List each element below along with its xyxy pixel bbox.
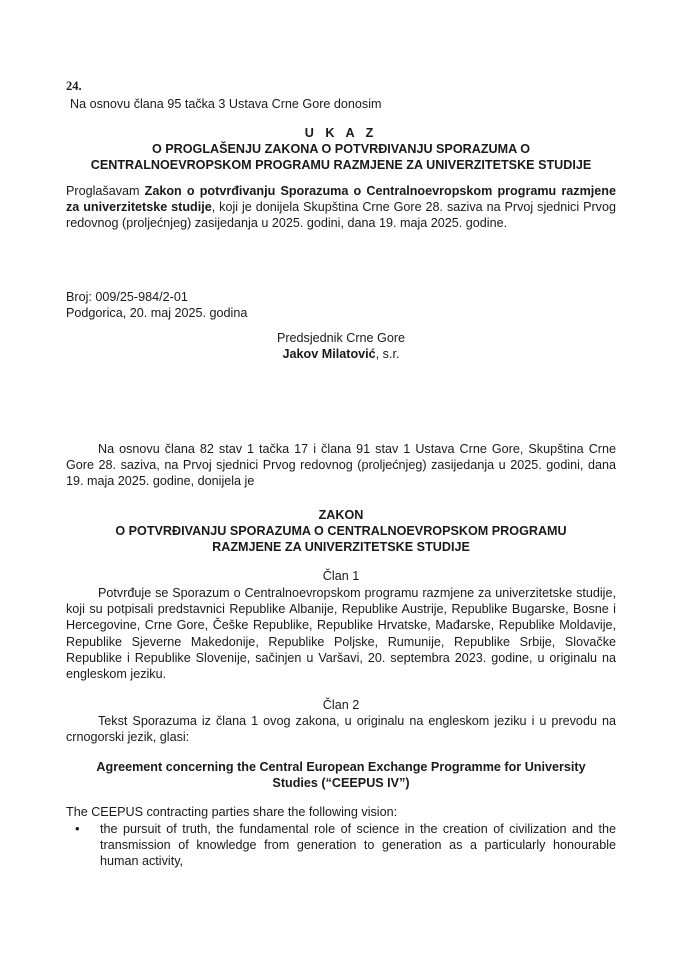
ukaz-body-prefix: Proglašavam: [66, 184, 145, 198]
broj: Broj: 009/25-984/2-01: [66, 290, 188, 304]
agreement-title-1: Agreement concerning the Central European Exchange Programme for University: [96, 760, 586, 774]
ukaz-body: [66, 183, 616, 232]
signature-role: Predsjednik Crne Gore: [276, 331, 406, 345]
agreement-title: [66, 759, 616, 791]
ukaz-body-suffix: , koji je donijela Skupština Crne Gore 28. saziva na Prvoj sjednici Prvog redovnog (proljećnjeg) zasijedanja u 2025. godini, dana 19. maja 2025. godine.: [66, 200, 616, 231]
zakon-preamble: [66, 441, 616, 490]
bullet-text: the pursuit of truth, the fundamental role of science in the creation of civilization and the transmission of knowledge from generation to generation as a particularly honourable human activity,: [100, 822, 616, 869]
article-2-text-content: Tekst Sporazuma iz člana 1 ovog zakona, u originalu na engleskom jeziku i u prevodu na crnogorski jezik, glasi:: [66, 714, 616, 745]
article-2-text: [66, 713, 616, 745]
document-meta: [66, 289, 616, 321]
signature-suffix: , s.r.: [375, 347, 400, 362]
article-2-heading: Član 2: [322, 698, 360, 712]
article-1-text-content: Potvrđuje se Sporazum o Centralnoevropskom programu razmjene za univerzitetske studije, koji su potpisali predstavnici Republike Albanije, Republike Austrije, Republike Bugarske, Bosne i Hercegovine, Crne Gore, Češke Republike, Republike Hrvatske, Mađarske, Republike Moldavije, Republike Sjeverne Makedonije, Republike Poljske, Rumunije, Republike Srbije, Slovačke Republike i Republike Slovenije, sačinjen u Varšavi, 20. septembra 2023. godine, u originalu na engleskom jeziku.: [66, 586, 616, 682]
list-item: [66, 821, 616, 870]
vision-intro: The CEEPUS contracting parties share the following vision:: [66, 805, 398, 819]
article-1-heading: Član 1: [322, 569, 360, 583]
agreement-title-2: Studies (“CEEPUS IV”): [272, 776, 410, 791]
article-1-text: [66, 585, 616, 682]
intro-line: Na osnovu člana 95 tačka 3 Ustava Crne Gore donosim: [70, 97, 382, 111]
zakon-heading: [66, 507, 616, 556]
zakon-subtitle-2: RAZMJENE ZA UNIVERZITETSKE STUDIJE: [212, 540, 470, 555]
bullet-icon: •: [75, 821, 80, 836]
zakon-preamble-text: Na osnovu člana 82 stav 1 tačka 17 i člana 91 stav 1 Ustava Crne Gore, Skupština Crne Gore 28. saziva, na Prvoj sjednici Prvog redovnog (proljećnjeg) zasijedanja u 2025. godini, dana 19. maja 2025. godine, donijela je: [66, 442, 616, 489]
zakon-title: ZAKON: [318, 508, 364, 522]
ukaz-body-law-name: Zakon o potvrđivanju Sporazuma o Centralnoevropskom programu razmjene za univerzitetske studije: [66, 184, 616, 215]
signature-block: [66, 330, 616, 362]
ukaz-heading: [66, 125, 616, 174]
place-date: Podgorica, 20. maj 2025. godina: [66, 306, 248, 321]
ukaz-subtitle-1: O PROGLAŠENJU ZAKONA O POTVRĐIVANJU SPORAZUMA O: [151, 142, 531, 157]
zakon-subtitle-1: O POTVRĐIVANJU SPORAZUMA O CENTRALNOEVROPSKOM PROGRAMU: [115, 524, 567, 539]
signature-line: [66, 346, 616, 362]
document-number: 24.: [66, 79, 82, 93]
signature-name: Jakov Milatović: [282, 347, 376, 362]
ukaz-subtitle-2: CENTRALNOEVROPSKOM PROGRAMU RAZMJENE ZA UNIVERZITETSKE STUDIJE: [90, 158, 592, 173]
ukaz-title: U K A Z: [304, 126, 378, 140]
